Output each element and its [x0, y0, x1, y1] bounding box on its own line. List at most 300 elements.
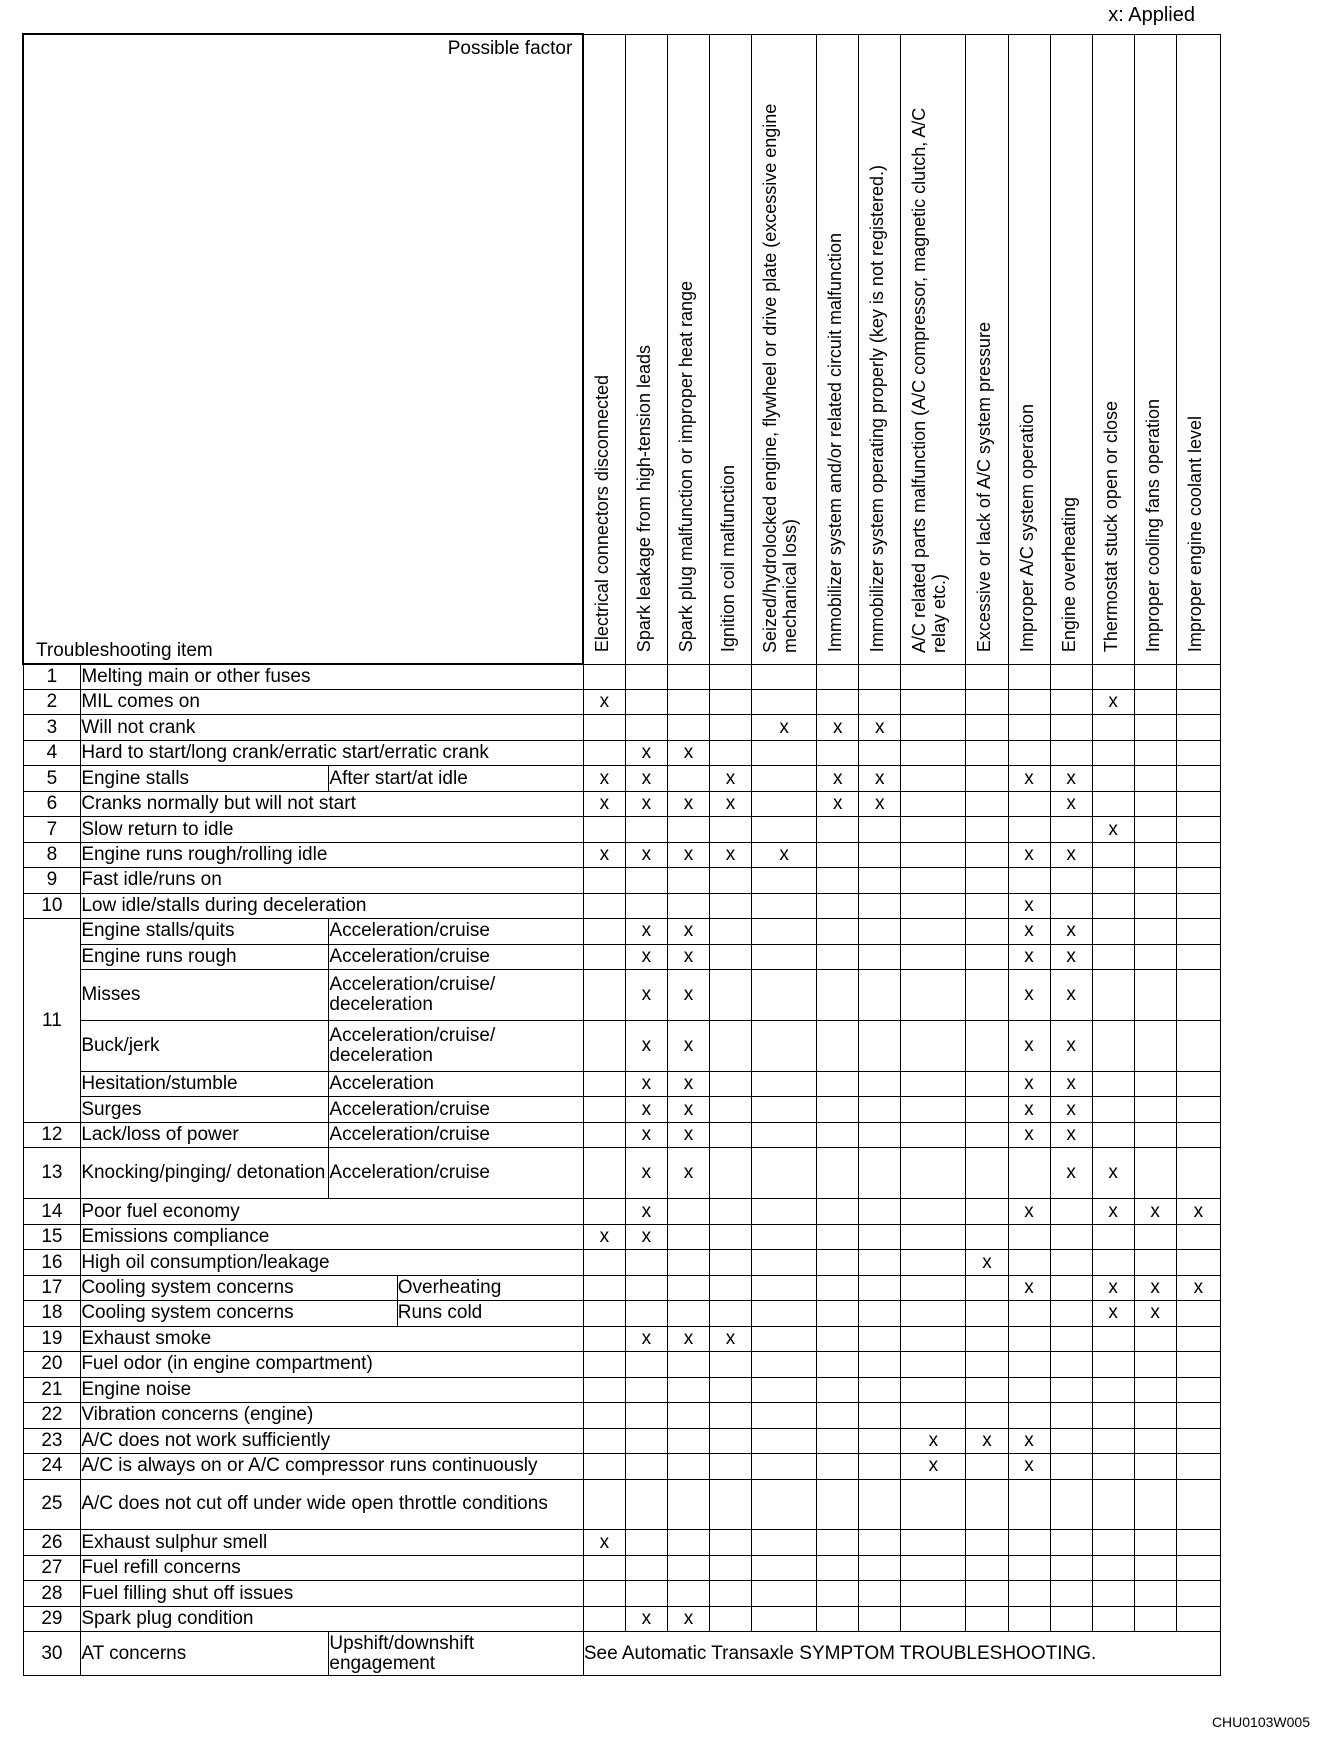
applied-mark: x: [1134, 1301, 1176, 1326]
factor-cell: [583, 919, 625, 944]
factor-cell: [1134, 1352, 1176, 1377]
troubleshooting-item: AT concerns: [81, 1632, 329, 1676]
factor-cell: [625, 715, 667, 740]
factor-cell: [966, 1352, 1008, 1377]
factor-cell: [1050, 1326, 1092, 1351]
applied-mark: x: [667, 1326, 709, 1351]
factor-cell: [625, 1275, 667, 1300]
row-number: 2: [23, 689, 81, 714]
applied-mark: x: [625, 944, 667, 969]
factor-cell: [1176, 1326, 1220, 1351]
factor-cell: [966, 715, 1008, 740]
factor-cell: [966, 1021, 1008, 1072]
table-row: [23, 919, 1221, 944]
troubleshooting-item: High oil consumption/leakage: [81, 1250, 584, 1275]
factor-cell: [1092, 1555, 1134, 1580]
row-number: 5: [23, 766, 81, 791]
factor-cell: [583, 1148, 625, 1199]
factor-cell: [901, 1250, 966, 1275]
factor-cell: [625, 689, 667, 714]
row-number: 11: [23, 919, 81, 1123]
factor-cell: [1008, 1530, 1050, 1555]
factor-cell: [966, 1072, 1008, 1097]
factor-cell: [625, 664, 667, 689]
troubleshooting-item-label: Troubleshooting item: [36, 640, 213, 661]
row-number: 13: [23, 1148, 81, 1199]
troubleshooting-item: Melting main or other fuses: [81, 664, 584, 689]
table-row: [23, 1326, 1221, 1351]
factor-cell: [1134, 817, 1176, 842]
factor-cell: [752, 1224, 817, 1249]
factor-cell: [1092, 1403, 1134, 1428]
factor-cell: [966, 1326, 1008, 1351]
applied-mark: x: [1008, 1072, 1050, 1097]
factor-cell: [1050, 868, 1092, 893]
factor-cell: [667, 715, 709, 740]
applied-mark: x: [1008, 1428, 1050, 1453]
factor-cell: [752, 1530, 817, 1555]
factor-cell: [667, 1377, 709, 1402]
factor-cell: [667, 1403, 709, 1428]
factor-cell: [752, 1581, 817, 1606]
troubleshooting-table: [22, 33, 1221, 1676]
factor-cell: [817, 868, 859, 893]
factor-cell: [1008, 1301, 1050, 1326]
factor-cell: [709, 1479, 751, 1530]
factor-cell: [1092, 1377, 1134, 1402]
condition: Acceleration/cruise/ deceleration: [329, 970, 583, 1021]
factor-cell: [817, 817, 859, 842]
table-row: [23, 1606, 1221, 1631]
applied-mark: x: [1092, 1199, 1134, 1224]
factor-cell: [1176, 868, 1220, 893]
condition: Upshift/downshift engagement: [329, 1632, 583, 1676]
factor-cell: [817, 1199, 859, 1224]
applied-mark: x: [709, 766, 751, 791]
factor-cell: [709, 1199, 751, 1224]
factor-cell: [966, 1555, 1008, 1580]
factor-cell: [1134, 1606, 1176, 1631]
applied-mark: x: [625, 766, 667, 791]
row-number: 3: [23, 715, 81, 740]
factor-cell: [1176, 1301, 1220, 1326]
factor-cell: [1092, 766, 1134, 791]
row-number: 24: [23, 1454, 81, 1479]
factor-cell: [709, 868, 751, 893]
factor-cell: [1176, 1454, 1220, 1479]
applied-mark: x: [1008, 944, 1050, 969]
applied-mark: x: [625, 970, 667, 1021]
factor-cell: [667, 1224, 709, 1249]
factor-cell: [1134, 842, 1176, 867]
factor-cell: [859, 1301, 901, 1326]
factor-cell: [583, 1581, 625, 1606]
factor-cell: [625, 1581, 667, 1606]
table-row: [23, 1021, 1221, 1072]
factor-cell: [752, 1275, 817, 1300]
condition: Acceleration/cruise: [329, 944, 583, 969]
applied-mark: x: [1050, 919, 1092, 944]
factor-cell: [583, 1275, 625, 1300]
applied-mark: x: [1176, 1275, 1220, 1300]
applied-mark: x: [1092, 1275, 1134, 1300]
factor-label: Ignition coil malfunction: [717, 465, 738, 653]
applied-mark: x: [1092, 689, 1134, 714]
factor-cell: [1176, 1479, 1220, 1530]
factor-cell: [1008, 740, 1050, 765]
factor-cell: [859, 817, 901, 842]
factor-header: [752, 34, 817, 664]
factor-cell: [817, 1250, 859, 1275]
factor-cell: [817, 1326, 859, 1351]
factor-cell: [1008, 664, 1050, 689]
troubleshooting-item: Surges: [81, 1097, 329, 1122]
row-number: 9: [23, 868, 81, 893]
factor-label: A/C related parts malfunction (A/C compressor, magnetic clutch, A/C relay etc.): [909, 107, 950, 653]
factor-cell: [1008, 868, 1050, 893]
applied-legend: x: Applied: [1108, 4, 1195, 26]
factor-cell: [1092, 919, 1134, 944]
applied-mark: x: [625, 1122, 667, 1147]
troubleshooting-item: Poor fuel economy: [81, 1199, 584, 1224]
troubleshooting-item: Hard to start/long crank/erratic start/erratic crank: [81, 740, 584, 765]
factor-cell: [1134, 1250, 1176, 1275]
factor-cell: [1092, 1352, 1134, 1377]
table-row: [23, 1097, 1221, 1122]
table-row: [23, 740, 1221, 765]
factor-cell: [1008, 1555, 1050, 1580]
applied-mark: x: [625, 1148, 667, 1199]
row-number: 7: [23, 817, 81, 842]
factor-cell: [817, 1530, 859, 1555]
factor-cell: [966, 1581, 1008, 1606]
factor-cell: [667, 1530, 709, 1555]
table-row: [23, 944, 1221, 969]
troubleshooting-item: Cranks normally but will not start: [81, 791, 584, 816]
factor-cell: [817, 1275, 859, 1300]
factor-cell: [859, 1199, 901, 1224]
applied-mark: x: [752, 715, 817, 740]
factor-cell: [1134, 740, 1176, 765]
factor-cell: [901, 1122, 966, 1147]
factor-cell: [859, 868, 901, 893]
factor-cell: [817, 1097, 859, 1122]
troubleshooting-item: Engine runs rough: [81, 944, 329, 969]
applied-mark: x: [667, 1148, 709, 1199]
factor-cell: [966, 893, 1008, 918]
factor-cell: [901, 1224, 966, 1249]
factor-cell: [1050, 664, 1092, 689]
troubleshooting-item: A/C is always on or A/C compressor runs continuously: [81, 1454, 584, 1479]
factor-cell: [859, 1454, 901, 1479]
troubleshooting-item: Will not crank: [81, 715, 584, 740]
troubleshooting-item: Fast idle/runs on: [81, 868, 584, 893]
factor-cell: [1050, 893, 1092, 918]
factor-cell: [1050, 1581, 1092, 1606]
factor-cell: [752, 1326, 817, 1351]
factor-cell: [1050, 1301, 1092, 1326]
factor-cell: [752, 1428, 817, 1453]
applied-mark: x: [625, 740, 667, 765]
factor-cell: [901, 791, 966, 816]
factor-cell: [1134, 868, 1176, 893]
factor-cell: [709, 1148, 751, 1199]
row-number: 22: [23, 1403, 81, 1428]
factor-cell: [859, 919, 901, 944]
factor-cell: [1134, 970, 1176, 1021]
applied-mark: x: [1008, 919, 1050, 944]
factor-cell: [901, 1148, 966, 1199]
applied-mark: x: [966, 1250, 1008, 1275]
factor-cell: [1176, 664, 1220, 689]
factor-cell: [1176, 1530, 1220, 1555]
factor-cell: [1134, 1021, 1176, 1072]
factor-label: Immobilizer system and/or related circuit malfunction: [825, 233, 846, 653]
applied-mark: x: [667, 1606, 709, 1631]
factor-cell: [752, 1377, 817, 1402]
applied-mark: x: [1092, 1301, 1134, 1326]
condition: Overheating: [397, 1275, 583, 1300]
factor-cell: [901, 1275, 966, 1300]
factor-cell: [709, 715, 751, 740]
factor-cell: [709, 1352, 751, 1377]
factor-cell: [752, 689, 817, 714]
factor-cell: [817, 664, 859, 689]
table-row: [23, 1530, 1221, 1555]
factor-cell: [966, 740, 1008, 765]
applied-mark: x: [625, 919, 667, 944]
factor-cell: [1092, 842, 1134, 867]
applied-mark: x: [859, 766, 901, 791]
applied-mark: x: [1008, 1275, 1050, 1300]
factor-cell: [1092, 1530, 1134, 1555]
condition: After start/at idle: [329, 766, 583, 791]
troubleshooting-item: Engine runs rough/rolling idle: [81, 842, 584, 867]
troubleshooting-item: Buck/jerk: [81, 1021, 329, 1072]
factor-cell: [859, 842, 901, 867]
factor-cell: [1008, 1326, 1050, 1351]
factor-label: Improper A/C system operation: [1016, 404, 1037, 653]
factor-cell: [1050, 1606, 1092, 1631]
factor-cell: [709, 1606, 751, 1631]
factor-cell: [1050, 1377, 1092, 1402]
troubleshooting-item: Lack/loss of power: [81, 1122, 329, 1147]
table-row: [23, 1352, 1221, 1377]
factor-cell: [817, 1428, 859, 1453]
table-row: [23, 664, 1221, 689]
factor-header: [667, 34, 709, 664]
factor-cell: [966, 664, 1008, 689]
factor-cell: [583, 1454, 625, 1479]
factor-cell: [1134, 1148, 1176, 1199]
factor-label: Improper cooling fans operation: [1142, 399, 1163, 653]
factor-cell: [1092, 791, 1134, 816]
applied-mark: x: [1050, 791, 1092, 816]
table-row: [23, 1122, 1221, 1147]
factor-cell: [709, 970, 751, 1021]
factor-cell: [966, 944, 1008, 969]
factor-cell: [859, 1403, 901, 1428]
factor-cell: [1134, 664, 1176, 689]
possible-factor-label: Possible factor: [447, 38, 573, 59]
factor-cell: [1134, 1581, 1176, 1606]
factor-cell: [1008, 1479, 1050, 1530]
factor-cell: [859, 1530, 901, 1555]
factor-cell: [817, 1555, 859, 1580]
factor-cell: [583, 664, 625, 689]
factor-cell: [901, 1072, 966, 1097]
factor-cell: [709, 740, 751, 765]
table-row: [23, 868, 1221, 893]
factor-cell: [1176, 842, 1220, 867]
factor-cell: [583, 1021, 625, 1072]
factor-cell: [1050, 1250, 1092, 1275]
factor-cell: [1134, 715, 1176, 740]
factor-label: Seized/hydrolocked engine, flywheel or drive plate (excessive engine mechanical loss): [760, 103, 801, 653]
factor-cell: [817, 944, 859, 969]
applied-mark: x: [1008, 1454, 1050, 1479]
factor-cell: [966, 766, 1008, 791]
factor-cell: [817, 1301, 859, 1326]
factor-header: [901, 34, 966, 664]
factor-cell: [966, 1403, 1008, 1428]
factor-header: [1176, 34, 1220, 664]
factor-label: Electrical connectors disconnected: [592, 375, 613, 653]
factor-cell: [625, 1555, 667, 1580]
factor-cell: [1008, 1250, 1050, 1275]
table-row: [23, 1632, 1221, 1676]
factor-cell: [667, 1352, 709, 1377]
factor-cell: [709, 1021, 751, 1072]
factor-header: [859, 34, 901, 664]
factor-cell: [859, 1148, 901, 1199]
factor-cell: [709, 1454, 751, 1479]
applied-mark: x: [625, 1072, 667, 1097]
table-row: [23, 1275, 1221, 1300]
factor-cell: [709, 1530, 751, 1555]
factor-cell: [1176, 970, 1220, 1021]
factor-cell: [1092, 1122, 1134, 1147]
factor-cell: [625, 1428, 667, 1453]
factor-cell: [859, 1122, 901, 1147]
factor-cell: [901, 740, 966, 765]
condition: Acceleration: [329, 1072, 583, 1097]
applied-mark: x: [667, 970, 709, 1021]
factor-cell: [583, 1199, 625, 1224]
applied-mark: x: [583, 766, 625, 791]
factor-cell: [752, 1021, 817, 1072]
factor-cell: [966, 1224, 1008, 1249]
factor-cell: [667, 1199, 709, 1224]
factor-cell: [1092, 868, 1134, 893]
factor-cell: [859, 1250, 901, 1275]
applied-mark: x: [1050, 1122, 1092, 1147]
factor-cell: [625, 1403, 667, 1428]
factor-cell: [1092, 944, 1134, 969]
factor-cell: [1092, 1021, 1134, 1072]
factor-cell: [1092, 1479, 1134, 1530]
condition: Runs cold: [397, 1301, 583, 1326]
factor-cell: [752, 970, 817, 1021]
factor-cell: [1008, 1581, 1050, 1606]
table-row: [23, 1250, 1221, 1275]
factor-cell: [1008, 817, 1050, 842]
applied-mark: x: [583, 689, 625, 714]
table-row: [23, 791, 1221, 816]
troubleshooting-item: Fuel filling shut off issues: [81, 1581, 584, 1606]
factor-header: [966, 34, 1008, 664]
factor-cell: [1008, 715, 1050, 740]
factor-cell: [583, 1326, 625, 1351]
factor-cell: [625, 1301, 667, 1326]
troubleshooting-item: Exhaust sulphur smell: [81, 1530, 584, 1555]
factor-cell: [859, 689, 901, 714]
factor-cell: [583, 1606, 625, 1631]
factor-cell: [709, 689, 751, 714]
applied-mark: x: [667, 791, 709, 816]
table-row: [23, 1479, 1221, 1530]
row-number: 27: [23, 1555, 81, 1580]
factor-cell: [817, 689, 859, 714]
table-row: [23, 1581, 1221, 1606]
factor-cell: [1176, 1403, 1220, 1428]
factor-cell: [1092, 1428, 1134, 1453]
factor-cell: [1050, 715, 1092, 740]
factor-cell: [667, 1581, 709, 1606]
applied-mark: x: [901, 1428, 966, 1453]
factor-cell: [1134, 944, 1176, 969]
applied-mark: x: [583, 1224, 625, 1249]
table-row: [23, 1403, 1221, 1428]
factor-cell: [1092, 1224, 1134, 1249]
factor-cell: [859, 664, 901, 689]
factor-cell: [1134, 1555, 1176, 1580]
factor-cell: [966, 1301, 1008, 1326]
table-row: [23, 893, 1221, 918]
applied-mark: x: [1008, 842, 1050, 867]
see-reference: See Automatic Transaxle SYMPTOM TROUBLESHOOTING.: [583, 1632, 1220, 1676]
factor-cell: [966, 842, 1008, 867]
factor-header: [709, 34, 751, 664]
factor-header: [1134, 34, 1176, 664]
factor-cell: [966, 689, 1008, 714]
factor-header: [1008, 34, 1050, 664]
factor-cell: [752, 1199, 817, 1224]
factor-cell: [966, 1530, 1008, 1555]
factor-cell: [966, 1122, 1008, 1147]
factor-cell: [901, 1097, 966, 1122]
table-row: [23, 1199, 1221, 1224]
factor-cell: [709, 1122, 751, 1147]
troubleshooting-item: Misses: [81, 970, 329, 1021]
factor-cell: [817, 1224, 859, 1249]
table-row: [23, 715, 1221, 740]
factor-cell: [859, 1352, 901, 1377]
factor-cell: [859, 1555, 901, 1580]
applied-mark: x: [625, 1224, 667, 1249]
factor-cell: [1050, 1428, 1092, 1453]
factor-cell: [817, 1377, 859, 1402]
troubleshooting-item: Hesitation/stumble: [81, 1072, 329, 1097]
factor-cell: [752, 1403, 817, 1428]
factor-cell: [859, 893, 901, 918]
factor-cell: [625, 1530, 667, 1555]
troubleshooting-item: Cooling system concerns: [81, 1275, 397, 1300]
troubleshooting-item: A/C does not work sufficiently: [81, 1428, 584, 1453]
troubleshooting-item: Cooling system concerns: [81, 1301, 397, 1326]
factor-cell: [817, 1454, 859, 1479]
factor-cell: [1176, 1072, 1220, 1097]
